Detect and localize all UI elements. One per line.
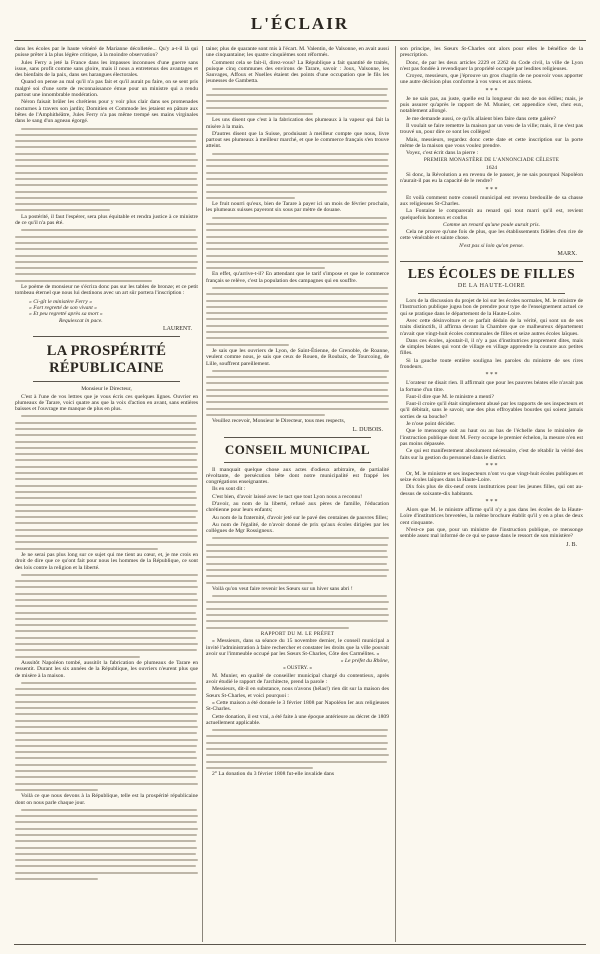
signature: MARX. xyxy=(557,251,577,258)
article-paragraph: La Fontaine le comparerait au renard qui tout marri qu'il est, revient quelquefois honteux et confus xyxy=(400,208,583,221)
article-text-block xyxy=(206,215,389,272)
article-paragraph: Voilà qu'on veut faire revenir les Sœurs sur un hiver sans abri ! xyxy=(212,585,353,592)
article-paragraph: Croyez, messieurs, que j'éprouve un gros chagrin de ne pouvoir vous apporter une autre décision plus conforme à vos vœux et aux miens. xyxy=(400,73,583,86)
text-line xyxy=(206,412,389,418)
masthead-rule xyxy=(14,40,586,41)
article-paragraph: taine; plus de quarante sont mis à l'écart. M. Valentin, de Valsonne, en avait aussi une cinquantaine; les quatre cinquièmes sont réformés. xyxy=(206,46,389,59)
article-paragraph: « Messieurs, dans sa séance du 15 novembre dernier, le conseil municipal a invité l'administration à faire rechercher et constater les droits que la ville pouvait avoir sur l'immeuble occupé par les Sœurs St-Charles, Côte des Carmélites. » xyxy=(206,638,389,657)
article-paragraph: Faut-il croire qu'il était simplement abusé par les rapports de ses inspecteurs et qu'il débitait, sans le savoir, une des plus effroyables bourdes qui soient jamais sorties de sa bouche? xyxy=(400,401,583,420)
verse-line: « Fort regretté de son vivant » xyxy=(29,304,97,311)
salutation: Monsieur le Directeur, xyxy=(81,386,132,393)
article-paragraph: Au nom de l'égalité, de n'avoir donné de prix qu'aux écoles dirigées par les collègues de Mgr Rossigneux. xyxy=(206,521,389,535)
article-paragraph: Que le mensonge soit au haut ou au bas de l'échelle dans le ministère de l'instruction publique dont M. Ferry occupe le premier échelon, la mesure n'en est pas moins dépassée. xyxy=(400,428,583,447)
column-2 xyxy=(206,46,389,942)
article-paragraph: Je ne sais pas, au juste, quelle est la longueur du nez de nos édiles; mais, je puis assurer qu'après le rapport de M. Munier, cet appendice s'est, chez eux, notablement allongé. xyxy=(400,95,583,115)
separator-stars: * * * xyxy=(485,87,498,94)
column-rule-1 xyxy=(202,46,203,942)
article-text-block xyxy=(15,227,198,284)
column-1 xyxy=(15,46,198,942)
article-paragraph: Comment cela se fait-il, direz-vous? La République a fait quantité de traités, puisque cinq communes des environs de Tarare, savoir : Joux, Valsonne, les Sauvages, Affoux et Nuelles étaient des points d'une occupation que le fils les jeunesses de Gambetta. xyxy=(206,59,389,85)
text-line xyxy=(15,207,198,213)
text-line xyxy=(15,278,198,284)
article-text-block xyxy=(15,572,198,660)
section-subheading: DE LA HAUTE-LOIRE xyxy=(457,283,526,290)
signature: J. B. xyxy=(566,541,577,548)
article-paragraph: Je sais que les ouvriers de Lyon, de Saint-Étienne, de Grenoble, de Roanne, veulent comme nous, je sais que ceux de Rouen, de Roubaix, de Tourcoing, de Lille, souffrent pareillement. xyxy=(206,347,389,367)
section-divider xyxy=(224,462,371,463)
article-text-block xyxy=(206,535,389,585)
separator-stars: * * * xyxy=(485,499,498,506)
article-paragraph: C'est à l'une de vos lettres que je vous écris ces quelques lignes. Ouvrier en plumeaux de Tarare, voici quatre ans que la voix d'action en avant, sans entières baisses et l'ouvrage me manque de plus en plus. xyxy=(15,393,198,413)
article-paragraph: Or, M. le ministre et ses inspecteurs n'ont vu que vingt-huit écoles publiques et seize écoles laïques dans la Haute-Loire. xyxy=(400,470,583,484)
article-paragraph: Je ne serai pas plus long sur ce sujet qui me tient au cœur, et, je me crois en droit de dire que ce qu'ont fait pour nous les hommes de la République, ce sont des lois contre la religion et la liberté. xyxy=(15,551,198,571)
text-line xyxy=(15,876,198,882)
article-paragraph: Je n'ose point décider. xyxy=(406,421,456,428)
article-paragraph: « Cette maison a été donnée le 3 février 1808 par Napoléon Ier aux religieuses St-Charles. xyxy=(206,699,389,713)
article-paragraph: N'est-ce pas que, pour un ministre de l'instruction publique, ce mensonge semble assez mal informé de ce qui se passe dans le ressort de son ministère? xyxy=(400,526,583,540)
article-paragraph: M. Munier, en qualité de conseiller municipal chargé du contentieux, après avoir étudié le rapport de l'architecte, prend la parole : xyxy=(206,672,389,686)
article-paragraph: Alors que M. le ministre affirme qu'il n'y a pas dans les écoles de la Haute-Loire d'institutrices brevetées, la même brochure établit qu'il y en a plus de deux cent cinquante. xyxy=(400,507,583,526)
article-paragraph: son principe, les Sœurs St-Charles ont alors pour elles le bénéfice de la prescription. xyxy=(400,46,583,59)
article-paragraph: D'autres disent que la Suisse, produisant à meilleur compte que nous, livre partout ses plumeaux à meilleur marché, et que le commerce français s'en trouve atteint. xyxy=(206,130,389,150)
report-heading: RAPPORT DU M. LE PRÉFET xyxy=(260,630,335,637)
article-text-block xyxy=(206,593,389,631)
article-paragraph: dans les écoles par le haute vénéré de Marianne décolletée... Qu'y a-t-il là qui puisse prêter à la plus légère critique, à la moindre observation? xyxy=(15,46,198,59)
signature: L. DUBOIS. xyxy=(352,426,383,433)
report-signature-name: « OUSTRY. » xyxy=(283,665,312,672)
article-paragraph: Il voulait se faire remettre la maison par un vœu de la ville; mais, il ne s'est pas trouvé un, pour dire ce sont les collèges! xyxy=(400,122,583,136)
article-paragraph: Cette donation, il est vrai, a été faite à une époque antérieure au décret de 1809 actuellement applicable. xyxy=(206,713,389,726)
article-paragraph: Dix fois plus de dix-neuf cents institutrices pour les jeunes filles, qui ont au-dessus de soixante-dix habitants. xyxy=(400,484,583,497)
article-paragraph: Mais, messieurs, regardez donc cette date et cette inscription sur la porte même de la maison que vous voulez prendre. xyxy=(400,136,583,149)
text-line xyxy=(206,625,389,631)
signature: LAURENT. xyxy=(162,326,192,333)
report-signature: « Le préfet du Rhône, xyxy=(340,658,389,665)
inscription: PREMIER MONASTÈRE DE L'ANNONCIADE CÉLESTE xyxy=(423,157,560,164)
article-text-block xyxy=(15,126,198,214)
article-paragraph: Dans ces écoles, ajoutait-il, il n'y a pas d'institutrices proprement dites, mais de simples béates qui vont de village en village apprendre la couture aux petites filles. xyxy=(400,337,583,357)
quoted-verse: Comme un renard qu'une poule aurait pris. xyxy=(443,221,540,228)
text-line xyxy=(15,546,198,552)
verse-line: Requiescat in pace. xyxy=(59,317,103,324)
article-paragraph: Donc, de par les deux articles 2229 et 2262 du Code civil, la ville de Lyon n'est pas fondée à revendiquer la propriété occupée par lesdites religieuses. xyxy=(400,59,583,72)
verse-line: « Ci-gît le ministère Ferry » xyxy=(29,298,93,305)
column-3 xyxy=(400,46,583,942)
article-text-block xyxy=(15,680,198,793)
article-paragraph: L'orateur ne disait rien. Il affirmait que pour les pauvres béates elle n'avait pas la fortune d'un titre. xyxy=(400,380,583,393)
article-paragraph: 2° La donation du 3 février 1808 fut-elle invalide dans xyxy=(212,771,335,778)
section-heading: CONSEIL MUNICIPAL xyxy=(224,441,371,457)
article-text-block xyxy=(206,151,389,201)
masthead: L'ÉCLAIR xyxy=(250,14,350,33)
article-text-block xyxy=(15,413,198,552)
article-paragraph: La postérité, il faut l'espérer, sera plus équitable et rendra justice à ce ministre de ce qu'il n'a pas été. xyxy=(15,213,198,227)
article-paragraph: D'avoir, au nom de la liberté, refusé aux pères de famille, l'éducation chrétienne pour leurs enfants; xyxy=(206,501,389,514)
article-paragraph: Et voilà comment notre conseil municipal est revenu bredouille de sa chasse aux religieuses St-Charles. xyxy=(400,194,583,207)
article-paragraph: Il manquait quelque chose aux actes d'odieux arbitraire, de partialité révoltante, de persécution bête dont notre municipalité est frappé les congrégations enseignantes. xyxy=(206,466,389,486)
text-line xyxy=(206,111,389,117)
article-paragraph: Ce qui est manifestement absolument nécessaire, c'est de rétablir la vérité des faits sur la gestion du personnel dans le district. xyxy=(400,448,583,461)
article-text-block xyxy=(15,807,198,883)
article-paragraph: Aussitôt Napoléon tombé, aussitôt la fabrication de plumeaux de Tarare en ressentit. Durant les six années de la République, les ouvriers n'eurent plus que de misère à la maison. xyxy=(15,659,198,679)
section-divider xyxy=(33,336,180,337)
article-paragraph: Jules Ferry a jeté la France dans les impasses inconnues d'une guerre sans issue, sans profit comme sans gloire, mais il nous a entretenus des avantages et des bienfaits de la paix, dans ses harangues électorales. xyxy=(15,59,198,79)
text-line xyxy=(15,787,198,793)
article-paragraph: Lors de la discussion du projet de loi sur les écoles normales, M. le ministre de l'Instruction publique jugea bon de prendre pour type de l'enseignement actuel ce qui se pratique dans le département de la Haute-Loire. xyxy=(400,298,583,317)
epitaph-verse xyxy=(29,299,198,325)
article-paragraph: Le poème de monsieur ne s'écrira donc pas sur les tables de bronze; et ce petit tombeau éternel que nous lui destinons avec un art sûr portera l'inscription : xyxy=(15,283,198,297)
section-divider xyxy=(418,293,565,294)
article-paragraph: Si donc, la Révolution a en revenu de le passer, je ne sais pourquoi Napoléon n'aurait-il pas eu la capacité de le rendre? xyxy=(400,172,583,185)
inscription-year: 1624 xyxy=(485,164,498,171)
verse-line: « Et peu regretté après sa mort » xyxy=(29,311,103,318)
separator-stars: * * * xyxy=(485,186,498,193)
column-rule-2 xyxy=(395,46,396,942)
text-line xyxy=(206,580,389,586)
article-paragraph: Néron faisait brûler les chrétiens pour y voir plus clair dans ses promenades nocturnes à travers son jardin; Domitien et Commode les jetaient en pâture aux bêtes de l'Amphithéâtre, Jules Ferry n'a pas même trempé ses mains virginales dans le sang d'un agneau égorgé. xyxy=(15,99,198,125)
section-divider xyxy=(33,381,180,382)
section-divider xyxy=(400,261,583,262)
article-paragraph: Voyez, c'est écrit dans la pierre : xyxy=(406,150,479,157)
quoted-verse: N'est pas si loin qu'on pense. xyxy=(459,242,524,249)
separator-stars: * * * xyxy=(485,372,498,379)
text-line xyxy=(15,654,198,660)
article-text-block xyxy=(206,727,389,771)
article-paragraph: Veuillez recevoir, Monsieur le Directeur, tous mes respects, xyxy=(212,418,346,425)
article-text-block xyxy=(206,285,389,348)
article-paragraph: Je me demande aussi, ce qu'ils allaient bien faire dans cette galère? xyxy=(406,115,556,122)
article-paragraph: Le fruit nourri qu'eux, bien de Tarare à payer ici un mois de février prochain, les plumeaux suisses payeront six sous par mètre de douane. xyxy=(206,201,389,214)
article-paragraph: Les uns disent que c'est à la fabrication des plumeaux à la vapeur qui fait la misère à la main. xyxy=(206,117,389,130)
article-paragraph: Voilà ce que nous devons à la République, telle est la prospérité républicaine dont on nous parle chaque jour. xyxy=(15,793,198,806)
article-paragraph: Au nom de la fraternité, d'avoir jeté sur le pavé des centaines de pauvres filles; xyxy=(212,514,389,521)
article-paragraph: Quand on pense au mal qu'il n'a pas fait et qu'il aurait pu faire, on se sent pris malgré soi d'une sorte de reconnaissance émue pour un ministre qui a rendu partout une innombrable modération. xyxy=(15,79,198,99)
article-paragraph: En effet, qu'arrive-t-il? En attendant que le tarif s'impose et que le commerce français se relève, c'est la population des campagnes qui en souffre. xyxy=(206,271,389,284)
article-paragraph: Messieurs, dit-il en substance, nous n'avons (hélas!) rien dit sur la maison des Sœurs St-Charles, et voici pourquoi : xyxy=(206,686,389,699)
article-paragraph: C'est bien, d'avoir laissé avec le tact que tout Lyon nous a reconnu! xyxy=(212,493,363,500)
section-heading: LA PROSPÉRITÉ RÉPUBLICAINE xyxy=(46,343,167,377)
separator-stars: * * * xyxy=(485,462,498,469)
article-paragraph: Si la gauche toute entière souligna les paroles du ministre de ses rires frondeurs. xyxy=(400,357,583,370)
text-line xyxy=(206,195,389,201)
article-paragraph: Cela ne prouve qu'une fois de plus, que les établissements fidèles d'en rire de cette vénérable et sainte chose. xyxy=(400,229,583,242)
text-line xyxy=(206,265,389,271)
text-line xyxy=(206,765,389,771)
article-paragraph: Avec cette désinvolture et ce parfait dédain de la vérité, qui sont un de ses traits distinctifs, il affirma devant la Chambre que ce malheureux département n'avait que vingt-huit écoles communales de filles et seize autres écoles laïques. xyxy=(400,317,583,337)
text-line xyxy=(206,342,389,348)
section-divider xyxy=(224,437,371,438)
article-paragraph: Faut-il dire que M. le ministre a menti? xyxy=(406,393,494,400)
bottom-rule xyxy=(14,944,586,945)
article-text-block xyxy=(206,86,389,117)
article-text-block xyxy=(206,368,389,418)
section-heading: LES ÉCOLES DE FILLES xyxy=(407,266,576,282)
article-paragraph: Ils en sont dit : xyxy=(212,486,246,493)
